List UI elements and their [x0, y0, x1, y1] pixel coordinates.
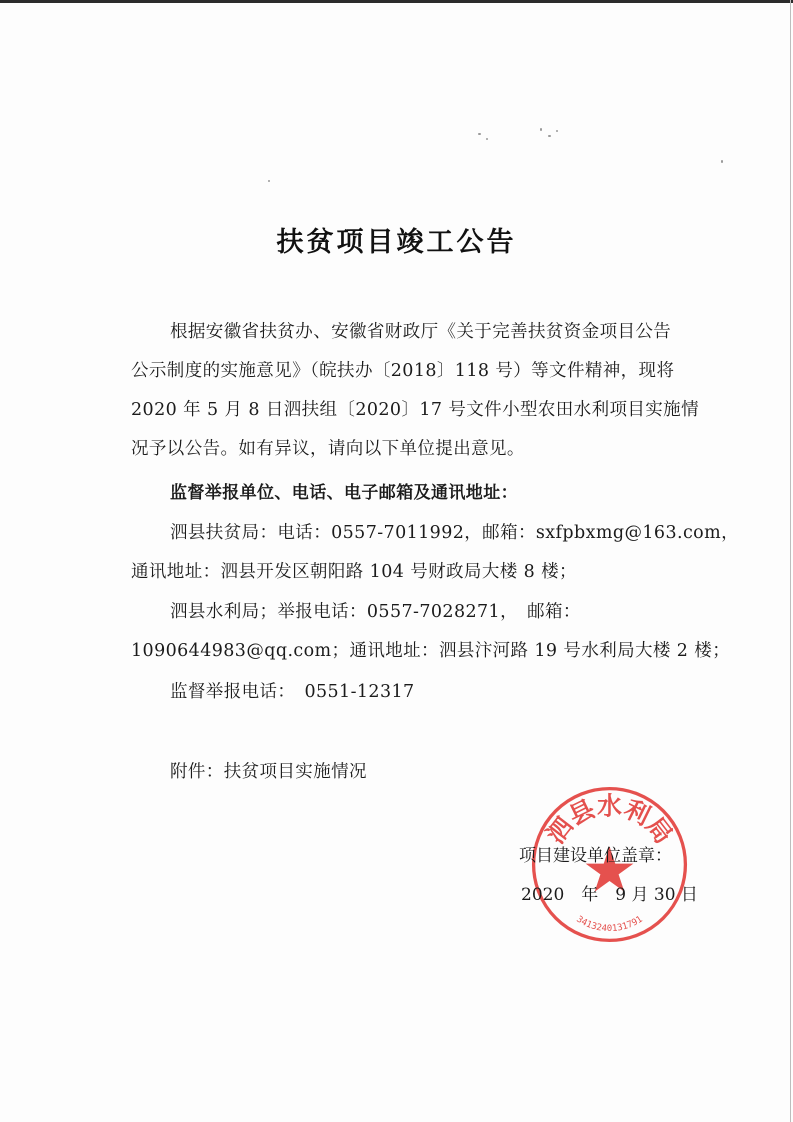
signature-label: 项目建设单位盖章： — [519, 846, 672, 866]
body-line: 况予以公告。如有异议，请向以下单位提出意见。 — [131, 439, 525, 459]
attachment-line: 附件：扶贫项目实施情况 — [170, 762, 367, 782]
contacts-heading: 监督举报单位、电话、电子邮箱及通讯地址： — [170, 483, 518, 503]
scan-speck — [478, 133, 481, 135]
stamp-arc-text: 泗县水利局 — [540, 791, 679, 850]
scan-top-edge — [0, 0, 793, 3]
contact-line: 泗县水利局；举报电话：0557-7028271， 邮箱： — [170, 602, 581, 622]
contact-line: 通讯地址：泗县开发区朝阳路 104 号财政局大楼 8 楼； — [131, 562, 577, 582]
body-line: 公示制度的实施意见》（皖扶办〔2018〕118 号）等文件精神，现将 — [131, 361, 675, 381]
body-line: 根据安徽省扶贫办、安徽省财政厅《关于完善扶贫资金项目公告 — [170, 322, 672, 342]
contact-line: 1090644983@qq.com；通讯地址：泗县汴河路 19 号水利局大楼 2 楼； — [131, 641, 731, 661]
scan-speck — [548, 135, 551, 137]
signature-date: 2020 年 9 月 30 日 — [521, 885, 698, 905]
scan-speck — [540, 128, 542, 131]
scan-right-edge — [790, 0, 791, 1122]
scan-speck — [268, 180, 270, 182]
scan-speck — [556, 130, 558, 132]
stamp-number: 3413240131791 — [574, 914, 645, 935]
hotline-line: 监督举报电话： 0551-12317 — [170, 682, 415, 702]
contact-line: 泗县扶贫局：电话：0557-7011992，邮箱：sxfpbxmg@163.com， — [170, 523, 739, 543]
body-line: 2020 年 5 月 8 日泗扶组〔2020〕17 号文件小型农田水利项目实施情 — [131, 400, 699, 420]
scan-speck — [486, 138, 488, 140]
scan-speck — [721, 160, 723, 163]
document-title: 扶贫项目竣工公告 — [276, 227, 517, 258]
